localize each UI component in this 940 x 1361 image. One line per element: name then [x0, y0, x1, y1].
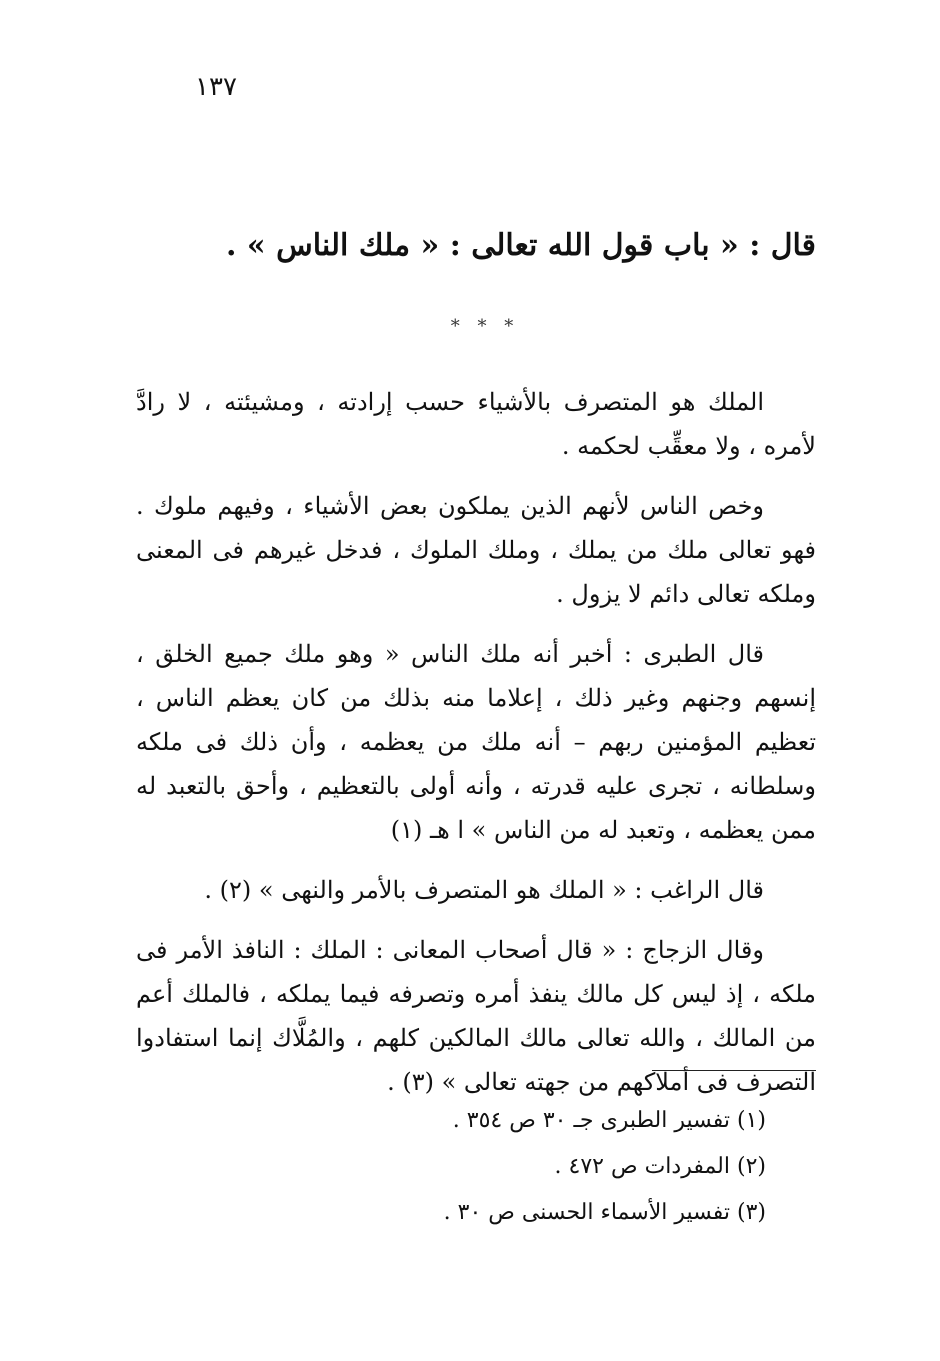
- footnote-3: (٣) تفسير الأسماء الحسنى ص ٣٠ .: [443, 1200, 766, 1225]
- page-number: ١٣٧: [195, 72, 237, 102]
- paragraph-raghib: قال الراغب : « الملك هو المتصرف بالأمر والنهى » (٢) .: [204, 876, 764, 904]
- paragraph-tabari: قال الطبرى : أخبر أنه ملك الناس « وهو ملك جميع الخلق ، إنسهم وجنهم وغير ذلك ، إعلاما منه بذلك من كان يعظم الناس ، تعظيم المؤمنين ربهم – أنه ملك من يعظمه ، وأن ذلك فى ملكه وسلطانه ، تجرى عليه قدرته ، وأنه أولى بالتعظيم ، وأحق بالتعبد له ممن يعظمه ، وتعبد له من الناس » ا هـ (١): [136, 640, 816, 844]
- footnote-divider: [652, 1070, 816, 1071]
- paragraph-people: وخص الناس لأنهم الذين يملكون بعض الأشياء ، وفيهم ملوك . فهو تعالى ملك من يملك ، وملك الملوك ، فدخل غيرهم فى المعنى وملكه تعالى دائم لا يزول .: [136, 492, 816, 608]
- chapter-heading: قال : « باب قول الله تعالى : « ملك الناس » .: [226, 228, 816, 263]
- footnote-1: (١) تفسير الطبرى جـ ٣٠ ص ٣٥٤ .: [452, 1108, 766, 1133]
- section-separator: * * *: [450, 316, 520, 337]
- paragraph-definition: الملك هو المتصرف بالأشياء حسب إرادته ، ومشيئته ، لا رادَّ لأمره ، ولا معقِّب لحكمه .: [136, 388, 816, 460]
- footnote-2: (٢) المفردات ص ٤٧٢ .: [554, 1154, 766, 1179]
- main-text: [136, 380, 816, 1120]
- paragraph-zajjaj: وقال الزجاج : « قال أصحاب المعانى : الملك : النافذ الأمر فى ملكه ، إذ ليس كل مالك ينفذ أمره وتصرفه فيما يملكه ، فالملك أعم من المالك ، والله تعالى مالك المالكين كلهم ، والمُلَّاك إنما استفادوا التصرف فى أملاكهم من جهته تعالى » (٣) .: [136, 936, 816, 1096]
- footnotes: [206, 1098, 766, 1236]
